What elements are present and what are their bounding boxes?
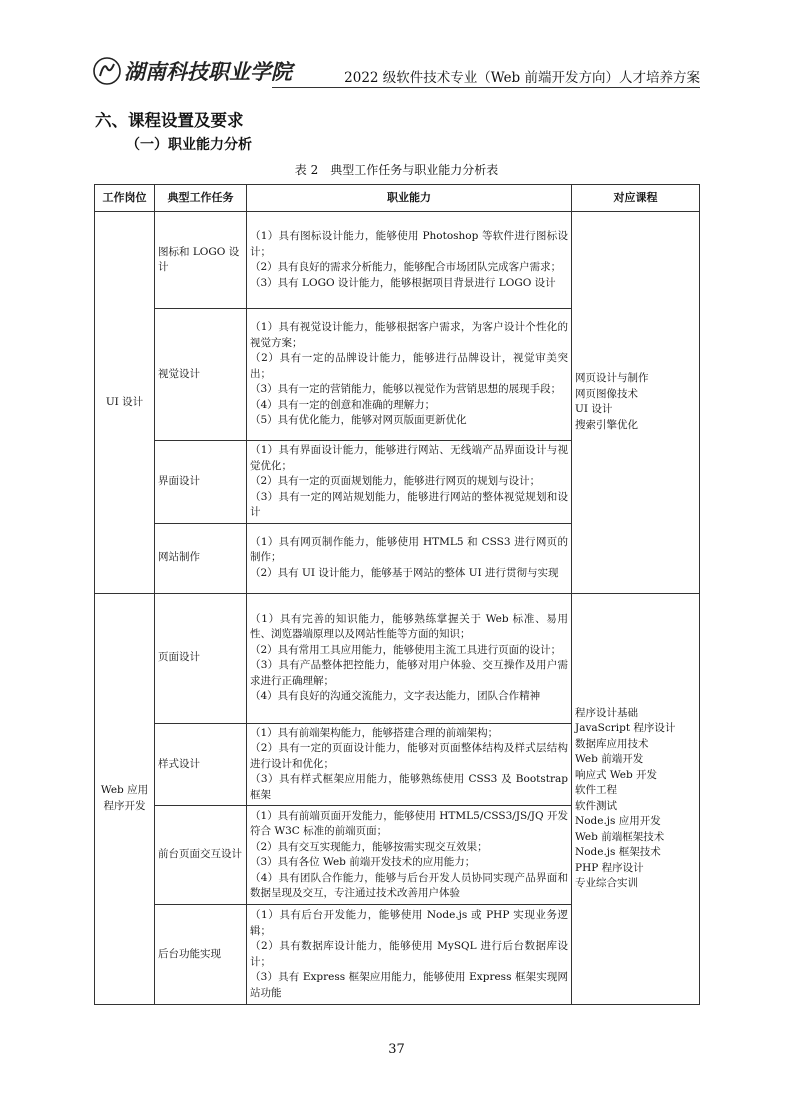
table-row (95, 212, 700, 309)
ability-cell (247, 441, 572, 524)
course-item: 响应式 Web 开发 (575, 768, 658, 781)
task-cell: 界面设计 (155, 441, 247, 524)
ability-item: （2）具有交互实现能力，能够按需实现交互效果； (250, 840, 488, 853)
logo-text: 湖南科技职业学院 (124, 59, 292, 84)
ability-item: （1）具有后台开发能力，能够使用 Node.js 或 PHP 实现业务逻辑； (250, 909, 568, 937)
course-cell (572, 212, 700, 594)
section-title: 六、课程设置及要求 (95, 111, 244, 130)
col-header-task: 典型工作任务 (155, 185, 247, 212)
ability-item: （3）具有各位 Web 前端开发技术的应用能力； (250, 856, 476, 868)
ability-cell (247, 309, 572, 441)
course-item: Node.js 应用开发 (575, 815, 661, 828)
ability-item: （4）具有团队合作能力，能够与后台开发人员协同实现产品界面和数据呈现及交互，专注通过技术改善用户体验 (250, 871, 568, 899)
course-item: 数据库应用技术 (575, 737, 649, 750)
course-item: JavaScript 程序设计 (575, 722, 676, 735)
course-item: 软件测试 (575, 799, 617, 812)
subsection-title: （一）职业能力分析 (126, 137, 252, 153)
ability-item: （4）具有一定的创意和准确的理解力； (250, 398, 436, 411)
table-row (95, 593, 700, 723)
ability-cell (247, 593, 572, 723)
ability-item: （2）具有一定的页面设计能力，能够对页面整体结构及样式层结构进行设计和优化； (250, 742, 568, 770)
col-header-ability: 职业能力 (247, 185, 572, 212)
course-item: 软件工程 (575, 784, 617, 797)
ability-item: （1）具有前端页面开发能力，能够使用 HTML5/CSS3/JS/JQ 开发符合 W3C 标准的前端页面； (250, 809, 568, 837)
task-cell: 视觉设计 (155, 309, 247, 441)
ability-item: （2）具有数据库设计能力，能够使用 MySQL 进行后台数据库设计； (250, 940, 568, 968)
ability-item: （2）具有常用工具应用能力，能够使用主流工具进行页面的设计； (250, 643, 562, 656)
ability-item: （3）具有产品整体把控能力，能够对用户体验、交互操作及用户需求进行正确理解； (250, 659, 568, 687)
ability-cell (247, 723, 572, 806)
ability-item: （1）具有网页制作能力，能够使用 HTML5 和 CSS3 进行网页的制作； (250, 535, 568, 564)
course-item: 专业综合实训 (575, 877, 638, 890)
task-cell: 前台页面交互设计 (155, 806, 247, 905)
ability-item: （3）具有 Express 框架应用能力，能够使用 Express 框架实现网站功能 (250, 971, 568, 999)
ability-item: （4）具有良好的沟通交流能力，文字表达能力，团队合作精神 (250, 690, 541, 702)
ability-item: （3）具有 LOGO 设计能力，能够根据项目背景进行 LOGO 设计 (250, 276, 556, 289)
ability-item: （1）具有界面设计能力，能够进行网站、无线端产品界面设计与视觉优化； (250, 444, 568, 472)
task-cell: 图标和 LOGO 设计 (155, 212, 247, 309)
college-logo (92, 56, 362, 86)
ability-item: （1）具有完善的知识能力，能够熟练掌握关于 Web 标准、易用性、浏览器端原理以及网站性能等方面的知识； (250, 612, 568, 640)
course-item: Web 前端框架技术 (575, 830, 665, 843)
page-header (92, 54, 700, 90)
course-item: 网页图像技术 (575, 387, 638, 400)
course-cell (572, 593, 700, 1005)
ability-item: （1）具有视觉设计能力，能够根据客户需求，为客户设计个性化的视觉方案； (250, 321, 568, 349)
ability-item: （5）具有优化能力，能够对网页版面更新优化 (250, 414, 467, 427)
ability-item: （2）具有一定的页面规划能力，能够进行网页的规划与设计； (250, 475, 541, 487)
page-number: 37 (388, 1042, 405, 1057)
course-item: Node.js 框架技术 (575, 846, 661, 859)
ability-cell (247, 212, 572, 309)
ability-cell (247, 905, 572, 1005)
ability-analysis-table (94, 184, 700, 1005)
ability-item: （2）具有良好的需求分析能力，能够配合市场团队完成客户需求； (250, 261, 562, 273)
ability-item: （1）具有图标设计能力，能够使用 Photoshop 等软件进行图标设计； (250, 230, 568, 258)
ability-item: （3）具有样式框架应用能力，能够熟练使用 CSS3 及 Bootstrap 框架 (250, 773, 568, 801)
ability-item: （2）具有一定的品牌设计能力，能够进行品牌设计，视觉审美突出； (250, 352, 568, 380)
course-item: UI 设计 (575, 403, 613, 416)
table-body (95, 212, 700, 1005)
ability-item: （1）具有前端架构能力，能够搭建合理的前端架构； (250, 726, 499, 739)
course-item: 搜索引擎优化 (575, 418, 638, 431)
task-cell: 后台功能实现 (155, 905, 247, 1005)
course-item: 网页设计与制作 (575, 372, 649, 385)
post-cell: Web 应用程序开发 (95, 593, 155, 1005)
post-cell: UI 设计 (95, 212, 155, 594)
task-cell: 网站制作 (155, 523, 247, 593)
header-rule (272, 87, 700, 88)
ability-item: （2）具有 UI 设计能力，能够基于网站的整体 UI 进行贯彻与实现 (250, 566, 559, 579)
course-item: 程序设计基础 (575, 706, 638, 719)
course-item: PHP 程序设计 (575, 861, 644, 874)
task-cell: 样式设计 (155, 723, 247, 806)
course-item: Web 前端开发 (575, 753, 644, 766)
col-header-course: 对应课程 (572, 185, 700, 212)
table-caption: 表 2 典型工作任务与职业能力分析表 (294, 163, 499, 177)
ability-cell (247, 806, 572, 905)
ability-item: （3）具有一定的网站规划能力，能够进行网站的整体视觉规划和设计 (250, 490, 568, 518)
ability-cell (247, 523, 572, 593)
header-title: 2022 级软件技术专业（Web 前端开发方向）人才培养方案 (344, 70, 700, 86)
col-header-post: 工作岗位 (95, 185, 155, 212)
ability-item: （3）具有一定的营销能力，能够以视觉作为营销思想的展现手段； (250, 383, 562, 396)
task-cell: 页面设计 (155, 593, 247, 723)
